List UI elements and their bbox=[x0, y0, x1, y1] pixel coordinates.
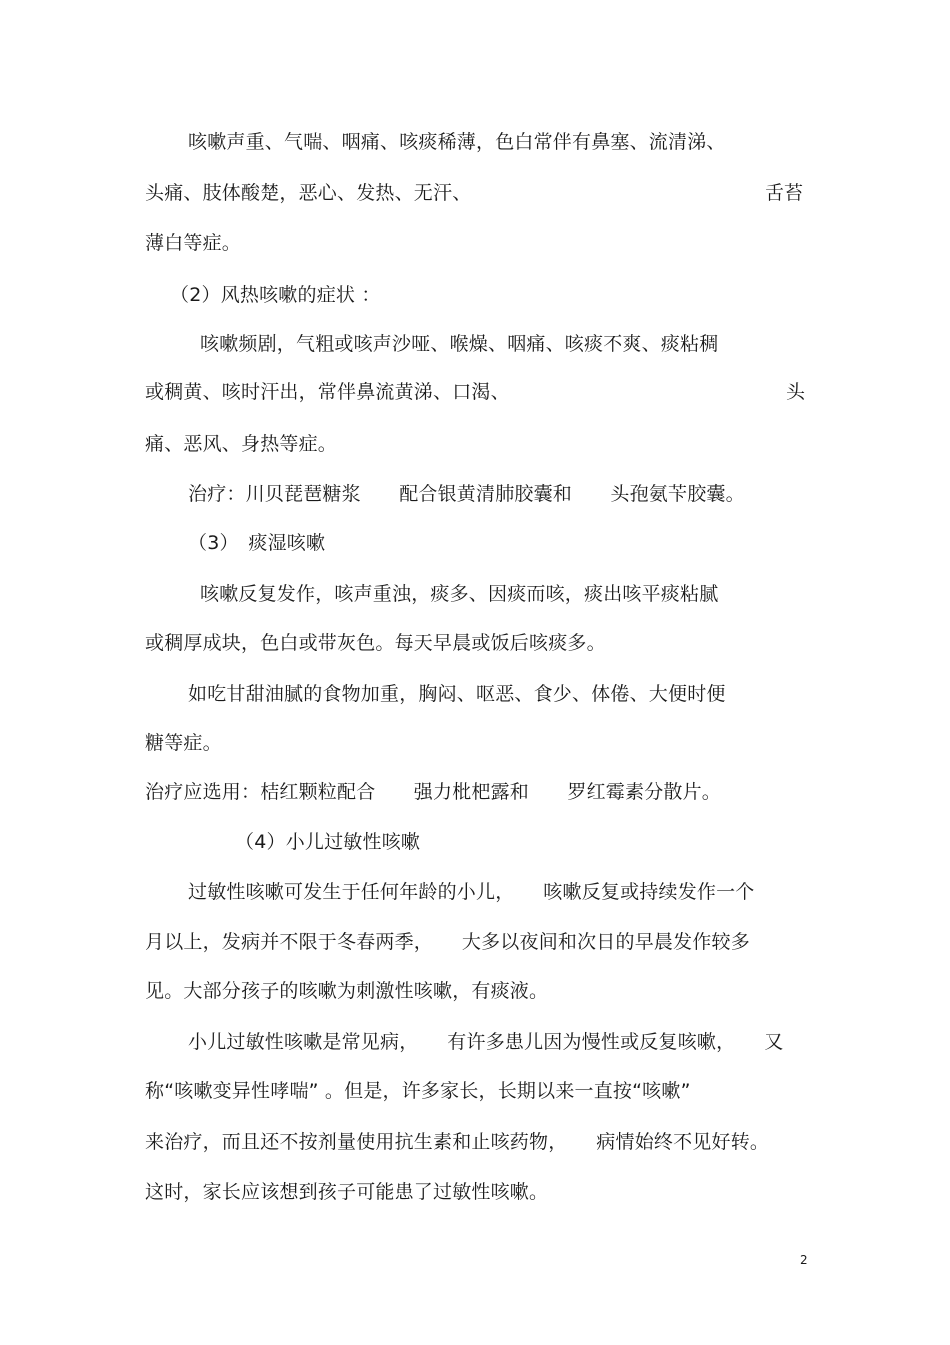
text-line: 这时，家长应该想到孩子可能患了过敏性咳嗽。 bbox=[145, 1181, 549, 1203]
section-heading: （2）风热咳嗽的症状 ： bbox=[170, 284, 381, 306]
text-line: 咳嗽反复发作，咳声重浊，痰多、因痰而咳，痰出咳平痰粘腻 bbox=[200, 583, 719, 605]
text-line: 咳嗽声重、气喘、咽痛、咳痰稀薄，色白常伴有鼻塞、流清涕、 bbox=[188, 131, 726, 153]
text-line: 糖等症。 bbox=[145, 732, 222, 754]
text-fragment-right: 舌苔 bbox=[765, 182, 804, 204]
text-line: 月以上，发病并不限于冬春两季， 大多以夜间和次日的早晨发作较多 bbox=[145, 931, 750, 953]
text-fragment-right: 头 bbox=[786, 381, 806, 403]
page-number: 2 bbox=[800, 1253, 808, 1267]
text-line: 来治疗，而且还不按剂量使用抗生素和止咳药物， 病情始终不见好转。 bbox=[145, 1131, 770, 1153]
section-heading: （3） 痰湿咳嗽 bbox=[188, 532, 326, 554]
text-line: 咳嗽频剧，气粗或咳声沙哑、喉燥、咽痛、咳痰不爽、痰粘稠 bbox=[200, 333, 719, 355]
text-line: 见。大部分孩子的咳嗽为刺激性咳嗽，有痰液。 bbox=[145, 980, 549, 1002]
text-line: 小儿过敏性咳嗽是常见病， 有许多患儿因为慢性或反复咳嗽， 又 bbox=[188, 1031, 784, 1053]
text-line: 治疗：川贝琵琶糖浆 配合银黄清肺胶囊和 头孢氨苄胶囊。 bbox=[188, 483, 745, 505]
text-line: 称“咳嗽变异性哮喘” 。但是，许多家长，长期以来一直按“咳嗽” bbox=[145, 1080, 691, 1102]
text-line: 如吃甘甜油腻的食物加重，胸闷、呕恶、食少、体倦、大便时便 bbox=[188, 683, 726, 705]
section-heading: （4）小儿过敏性咳嗽 bbox=[235, 831, 421, 853]
text-line: 治疗应选用：桔红颗粒配合 强力枇杷露和 罗红霉素分散片。 bbox=[145, 781, 722, 803]
text-line: 头痛、肢体酸楚，恶心、发热、无汗、 bbox=[145, 182, 472, 204]
text-line: 过敏性咳嗽可发生于任何年龄的小儿， 咳嗽反复或持续发作一个 bbox=[188, 881, 755, 903]
text-line: 或稠黄、咳时汗出，常伴鼻流黄涕、口渴、 bbox=[145, 381, 510, 403]
text-line: 薄白等症。 bbox=[145, 232, 242, 254]
text-line: 或稠厚成块，色白或带灰色。每天早晨或饭后咳痰多。 bbox=[145, 632, 606, 654]
text-line: 痛、恶风、身热等症。 bbox=[145, 433, 338, 455]
